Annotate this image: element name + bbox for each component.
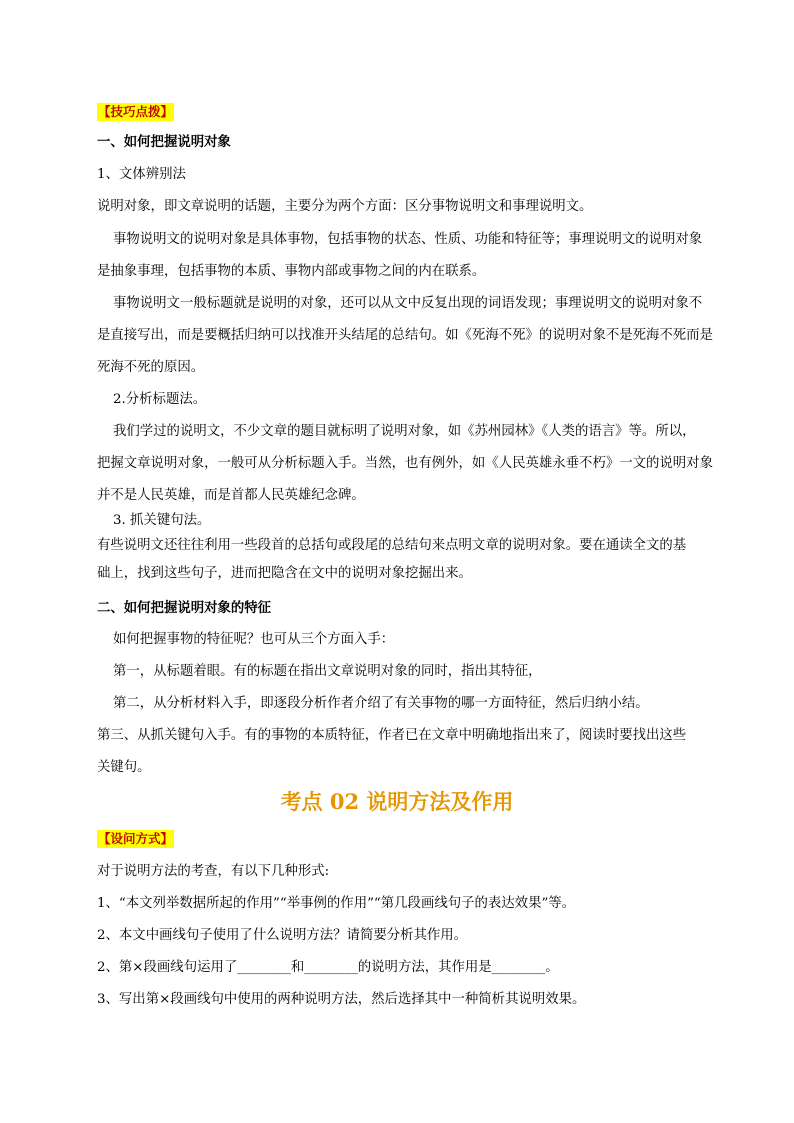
paragraph-4-line-1: 我们学过的说明文，不少文章的题目就标明了说明对象，如《苏州园林》《人类的语言》等。所以， [113, 424, 696, 439]
method-2-title: 2.分析标题法。 [113, 392, 207, 407]
question-forms-tag: 【设问方式】 [98, 831, 174, 846]
paragraph-2-line-2: 是抽象事理，包括事物的本质、事物内部或事物之间的内在联系。 [97, 264, 486, 279]
question-form-4: 3、写出第×段画线句中使用的两种说明方法，然后选择其中一种简析其说明效果。 [97, 992, 586, 1007]
paragraph-1: 说明对象，即文章说明的话题，主要分为两个方面：区分事物说明文和事理说明文。 [97, 199, 593, 214]
paragraph-5-line-1: 有些说明文还往往利用一些段首的总括句或段尾的总结句来点明文章的说明对象。要在通读全文的基 [97, 538, 687, 553]
paragraph-8: 第二，从分析材料入手，即逐段分析作者介绍了有关事物的哪一方面特征，然后归纳小结。 [113, 696, 649, 711]
skill-tips-tag: 【技巧点拨】 [98, 104, 174, 119]
subheading-features: 二、如何把握说明对象的特征 [97, 600, 272, 616]
paragraph-3-line-1: 事物说明文一般标题就是说明的对象，还可以从文中反复出现的词语发现；事理说明文的说明对象不 [113, 296, 703, 311]
method-1-title: 1、文体辨别法 [97, 167, 186, 182]
paragraph-6: 如何把握事物的特征呢？也可从三个方面入手： [113, 632, 395, 647]
paragraph-2-line-1: 事物说明文的说明对象是具体事物，包括事物的状态、性质、功能和特征等；事理说明文的说明对象 [113, 232, 703, 247]
question-form-3: 2、第×段画线句运用了________和________的说明方法，其作用是________。 [97, 960, 559, 975]
paragraph-7: 第一，从标题着眼。有的标题在指出文章说明对象的同时，指出其特征， [113, 664, 542, 679]
paragraph-5-line-2: 础上，找到这些句子，进而把隐含在文中的说明对象挖掘出来。 [97, 566, 472, 581]
paragraph-4-line-3: 并不是人民英雄，而是首都人民英雄纪念碑。 [97, 488, 365, 503]
subheading-object: 一、如何把握说明对象 [97, 134, 231, 150]
section-heading-kaodian-02: 考点 02 说明方法及作用 [280, 789, 514, 814]
method-3-title: 3. 抓关键句法。 [113, 513, 211, 528]
paragraph-3-line-3: 死海不死的原因。 [97, 360, 205, 375]
question-form-2: 2、本文中画线句子使用了什么说明方法？请简要分析其作用。 [97, 928, 468, 943]
question-intro: 对于说明方法的考查，有以下几种形式: [97, 864, 330, 879]
paragraph-9-line-2: 关键句。 [97, 760, 151, 775]
paragraph-3-line-2: 是直接写出，而是要概括归纳可以找准开头结尾的总结句。如《死海不死》的说明对象不是死海不死而是 [97, 328, 713, 343]
question-form-1: 1、“本文列举数据所起的作用”“举事例的作用”“第几段画线句子的表达效果”等。 [97, 896, 576, 911]
paragraph-4-line-2: 把握文章说明对象，一般可从分析标题入手。当然，也有例外，如《人民英雄永垂不朽》一文的说明对象 [97, 456, 713, 471]
paragraph-9-line-1: 第三、从抓关键句入手。有的事物的本质特征，作者已在文章中明确地指出来了，阅读时要找出这些 [97, 728, 687, 743]
